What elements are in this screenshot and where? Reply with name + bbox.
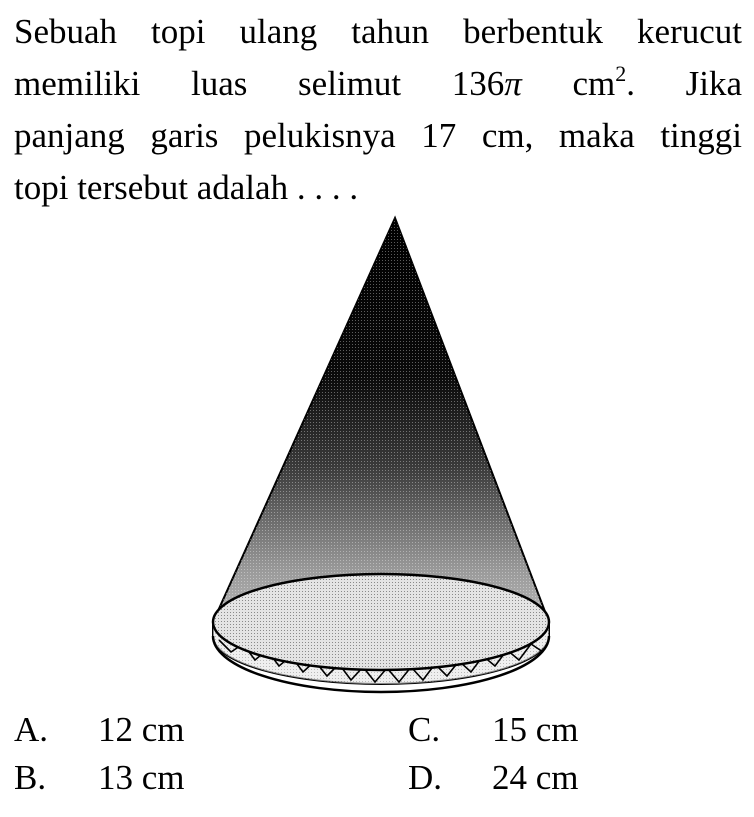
cone-base-ellipse (213, 574, 549, 670)
question-text (14, 6, 742, 214)
option-a (14, 710, 185, 750)
option-b (14, 758, 185, 798)
question-line-2-text: memiliki luas selimut 136 (14, 64, 505, 103)
question-line-2-end: . Jika (626, 64, 742, 103)
pi-symbol: π (504, 64, 522, 103)
option-d (408, 758, 579, 798)
option-d-letter: D. (408, 758, 443, 797)
unit-cm: cm (521, 64, 616, 103)
question-line-2 (14, 58, 742, 110)
option-b-value: 13 cm (98, 758, 185, 797)
question-line-3: panjang garis pelukisnya 17 cm, maka tinggi (14, 116, 742, 155)
question-line-1: Sebuah topi ulang tahun berbentuk kerucut (14, 12, 742, 51)
cone-hat-figure (205, 212, 557, 702)
option-a-value: 12 cm (98, 710, 185, 749)
option-a-letter: A. (14, 710, 49, 749)
option-c-letter: C. (408, 710, 441, 749)
question-line-4: topi tersebut adalah . . . . (14, 168, 359, 207)
unit-exponent: 2 (615, 61, 627, 86)
option-c (408, 710, 579, 750)
option-c-value: 15 cm (492, 710, 579, 749)
option-b-letter: B. (14, 758, 47, 797)
option-d-value: 24 cm (492, 758, 579, 797)
